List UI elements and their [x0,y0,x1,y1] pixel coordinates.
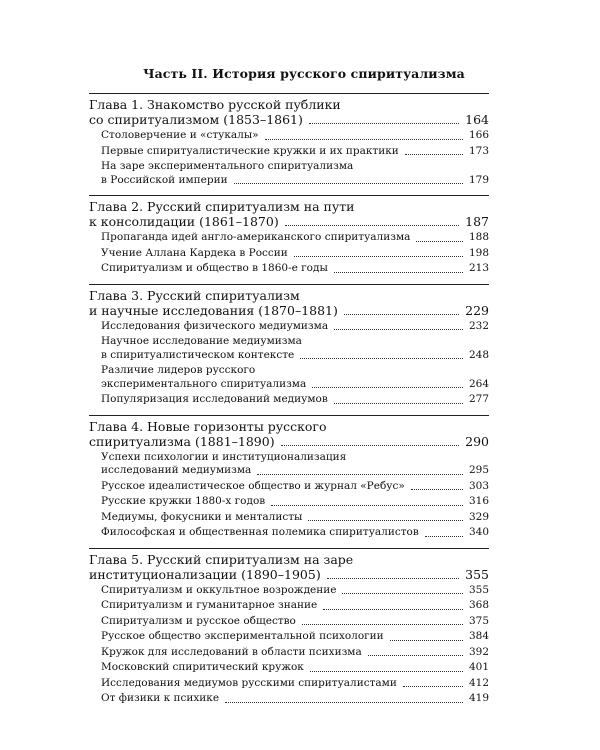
dot-leader [327,577,459,579]
section-entry[interactable] [101,145,489,159]
section-page-number: 248 [468,348,489,361]
chapter-title-line: институционализации (1890–1905) [89,566,321,582]
section-page-number: 392 [468,645,489,658]
section-page-number: 329 [468,510,489,523]
chapter-block [89,93,489,187]
section-entry[interactable] [101,692,489,706]
section-title-line: Научное исследование медиумизма [101,335,302,347]
sections-list [101,231,489,276]
section-title-line: От физики к психике [101,692,220,704]
section-title-line: Столоверчение и «стукалы» [101,129,259,141]
section-entry[interactable] [101,584,489,598]
sections-list [101,584,489,706]
chapter-title-line: спиритуализма (1881–1890) [89,433,275,449]
dot-leader [271,504,463,506]
chapter-block [89,548,489,706]
chapter-heading[interactable] [89,552,489,582]
section-entry[interactable] [101,393,489,407]
section-title-line: На заре экспериментального спиритуализма [101,160,354,172]
chapter-heading[interactable] [89,97,489,127]
chapter-heading[interactable] [89,199,489,229]
section-title-line: Успехи психологии и институционализация [101,450,347,463]
section-title-line: Кружок для исследований в области психизма [101,645,362,658]
section-page-number: 368 [468,599,489,611]
section-title-line: Философская и общественная полемика спиритуалистов [101,526,419,538]
section-page-number: 316 [468,495,489,507]
section-page-number: 401 [468,661,489,673]
chapter-block [89,415,489,540]
section-title-line: Первые спиритуалистические кружки и их практики [101,144,399,157]
chapter-block [89,195,489,276]
section-page-number: 412 [468,676,489,689]
section-entry[interactable] [101,364,489,391]
section-title-line: в спиритуалистическом контексте [101,348,295,361]
dot-leader [344,313,459,315]
dot-leader [302,623,463,625]
section-title-line: Спиритуализм и общество в 1860-е годы [101,262,328,274]
sections-list [101,451,489,540]
section-page-number: 166 [468,129,489,141]
chapter-page-number: 164 [465,112,489,127]
dot-leader [225,701,463,703]
section-title-line: Русские кружки 1880-х годов [101,495,266,507]
section-title-line: в Российской империи [101,173,228,186]
section-page-number: 303 [468,479,489,492]
section-entry[interactable] [101,231,489,245]
dot-leader [285,224,459,226]
section-entry[interactable] [101,677,489,691]
dot-leader [405,153,463,155]
dot-leader [300,357,463,359]
section-title-line: Различие лидеров русского [101,364,256,376]
dot-leader [310,670,463,672]
section-title-line: Учение Аллана Кардека в России [101,246,288,259]
dot-leader [257,473,463,475]
section-page-number: 198 [468,246,489,259]
section-entry[interactable] [101,160,489,187]
section-entry[interactable] [101,335,489,362]
section-title-line: Медиумы, фокусники и менталисты [101,510,303,523]
section-entry[interactable] [101,129,489,143]
section-entry[interactable] [101,599,489,613]
chapter-page-number: 229 [465,302,489,318]
section-title-line: исследований медиумизма [101,464,252,476]
section-entry[interactable] [101,661,489,675]
dot-leader [390,639,463,641]
section-entry[interactable] [101,320,489,334]
dot-leader [323,608,463,610]
dot-leader [411,488,463,490]
sections-list [101,320,489,407]
section-page-number: 264 [468,377,489,390]
section-entry[interactable] [101,526,489,540]
section-entry[interactable] [101,262,489,276]
section-page-number: 232 [468,319,489,332]
chapter-title-line: Глава 3. Русский спиритуализм [89,287,300,303]
section-page-number: 173 [468,144,489,157]
dot-leader [416,240,463,242]
section-title-line: Московский спиритический кружок [101,661,304,673]
section-title-line: Спиритуализм и оккультное возрождение [101,583,337,596]
section-page-number: 213 [468,262,489,274]
dot-leader [334,402,463,404]
dot-leader [334,328,463,330]
section-page-number: 295 [468,464,489,476]
sections-list [101,129,489,187]
section-title-line: Пропаганда идей англо-американского спиритуализма [101,231,411,243]
dot-leader [368,654,463,656]
section-page-number: 419 [468,692,489,704]
section-page-number: 277 [468,393,489,405]
chapter-title-line: со спиритуализмом (1853–1861) [89,112,303,127]
section-title-line: Спиритуализм и русское общество [101,614,296,627]
section-entry[interactable] [101,646,489,660]
section-title-line: Русское идеалистическое общество и журнал «Ребус» [101,479,405,492]
chapter-title-line: и научные исследования (1870–1881) [89,302,338,318]
chapters-list [89,93,489,706]
dot-leader [309,122,459,124]
chapter-page-number: 290 [465,433,489,449]
section-entry[interactable] [101,511,489,525]
section-entry[interactable] [101,615,489,629]
part-title: Часть II. История русского спиритуализма [143,66,465,81]
chapter-title-line: Глава 2. Русский спиритуализм на пути [89,199,355,214]
section-entry[interactable] [101,451,489,478]
dot-leader [334,271,463,273]
section-title-line: Исследования медиумов русскими спиритуалистами [101,676,397,689]
dot-leader [312,386,463,388]
chapter-heading[interactable] [89,419,489,449]
dot-leader [265,138,463,140]
dot-leader [403,685,463,687]
section-entry[interactable] [101,480,489,494]
chapter-title-line: к консолидации (1861–1870) [89,214,279,229]
chapter-title-line: Глава 4. Новые горизонты русского [89,418,327,434]
section-page-number: 340 [468,526,489,538]
dot-leader [281,444,460,446]
section-title-line: Исследования физического медиумизма [101,319,329,332]
chapter-title-line: Глава 1. Знакомство русской публики [89,97,341,112]
dot-leader [308,519,463,521]
section-entry[interactable] [101,630,489,644]
section-page-number: 179 [468,173,489,186]
dot-leader [342,592,462,594]
chapter-title-line: Глава 5. Русский спиритуализм на заре [89,551,354,567]
section-title-line: Спиритуализм и гуманитарное знание [101,599,318,611]
section-title-line: Русское общество экспериментальной психологии [101,630,384,642]
dot-leader [234,182,463,184]
section-page-number: 375 [468,614,489,627]
chapter-block [89,284,489,407]
section-title-line: экспериментального спиритуализма [101,377,307,390]
section-page-number: 355 [468,583,489,596]
dot-leader [294,255,463,257]
section-title-line: Популяризация исследований медиумов [101,393,328,405]
section-entry[interactable] [101,247,489,261]
section-page-number: 384 [468,630,489,642]
chapter-heading[interactable] [89,288,489,318]
table-of-contents [89,66,489,714]
dot-leader [425,535,463,537]
chapter-page-number: 187 [465,214,489,229]
section-page-number: 188 [468,231,489,243]
chapter-page-number: 355 [465,566,489,582]
section-entry[interactable] [101,495,489,509]
